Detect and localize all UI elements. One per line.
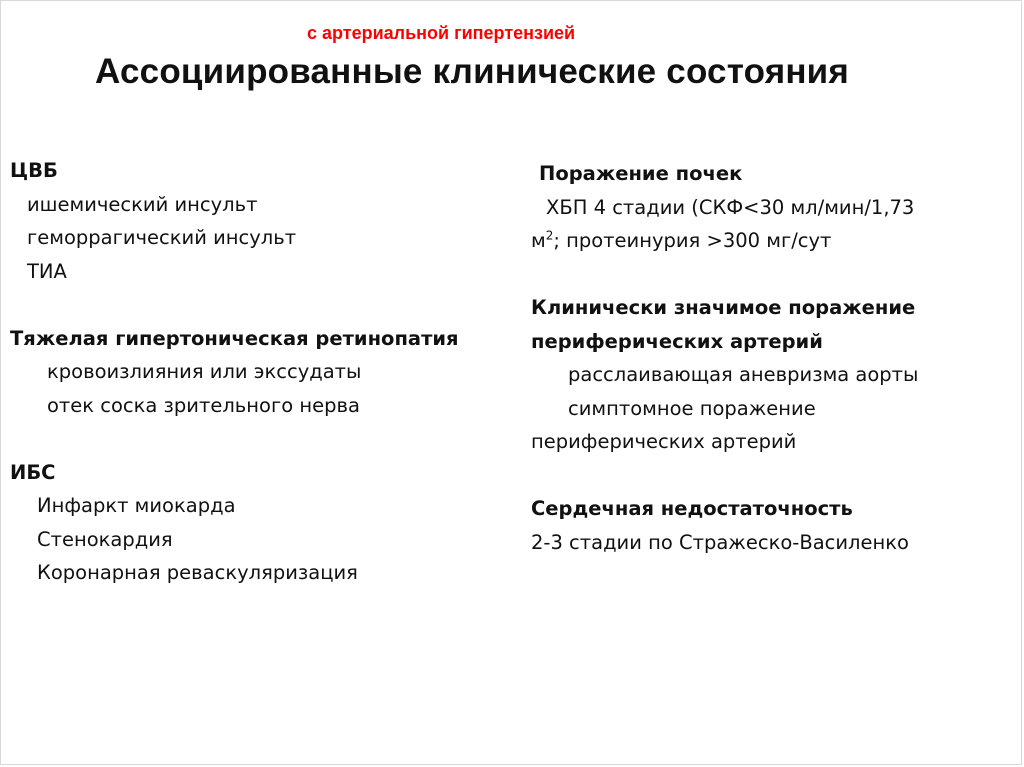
retinopathy-item-papilledema: отек соска зрительного нерва [47, 393, 360, 417]
heart-failure-item: 2-3 стадии по Стражеско-Василенко [531, 530, 909, 554]
pad-item-symptomatic-line-2: периферических артерий [531, 430, 797, 453]
slide-title: Ассоциированные клинические состояния [95, 52, 850, 91]
heart-failure-heading: Сердечная недостаточность [531, 497, 853, 520]
pad-item-aortic-dissection: расслаивающая аневризма аорты [568, 363, 919, 386]
retinopathy-heading: Тяжелая гипертоническая ретинопатия [10, 326, 459, 350]
pad-heading-line-1: Клинически значимое поражение [531, 296, 916, 319]
ibs-heading: ИБС [10, 460, 56, 484]
cvb-heading: ЦВБ [10, 159, 58, 182]
cvb-item-tia: ТИА [27, 259, 67, 283]
kidney-line-2-rest: ; протеинурия >300 мг/сут [553, 229, 832, 252]
ibs-item-angina: Стенокардия [37, 527, 173, 551]
kidney-line-1: ХБП 4 стадии (СКФ<30 мл/мин/1,73 [546, 195, 915, 219]
ibs-item-infarction: Инфаркт миокарда [37, 494, 236, 517]
ibs-item-revascularization: Коронарная реваскуляризация [37, 561, 358, 584]
kidney-line-2-unit: м [531, 229, 546, 252]
retinopathy-item-hemorrhages: кровоизлияния или экссудаты [47, 360, 362, 383]
kidney-line-2 [531, 224, 1001, 258]
slide-subtitle: с артериальной гипертензией [307, 23, 576, 43]
pad-heading-line-2: периферических артерий [531, 329, 823, 353]
right-column [531, 157, 1001, 559]
left-column [10, 154, 510, 590]
kidney-line-2-superscript: 2 [545, 228, 554, 243]
cvb-item-hemorrhagic-stroke: геморрагический инсульт [27, 226, 297, 249]
cvb-item-ischemic-stroke: ишемический инсульт [27, 192, 258, 216]
kidney-heading: Поражение почек [539, 162, 743, 185]
pad-item-symptomatic-line-1: симптомное поражение [568, 396, 816, 420]
